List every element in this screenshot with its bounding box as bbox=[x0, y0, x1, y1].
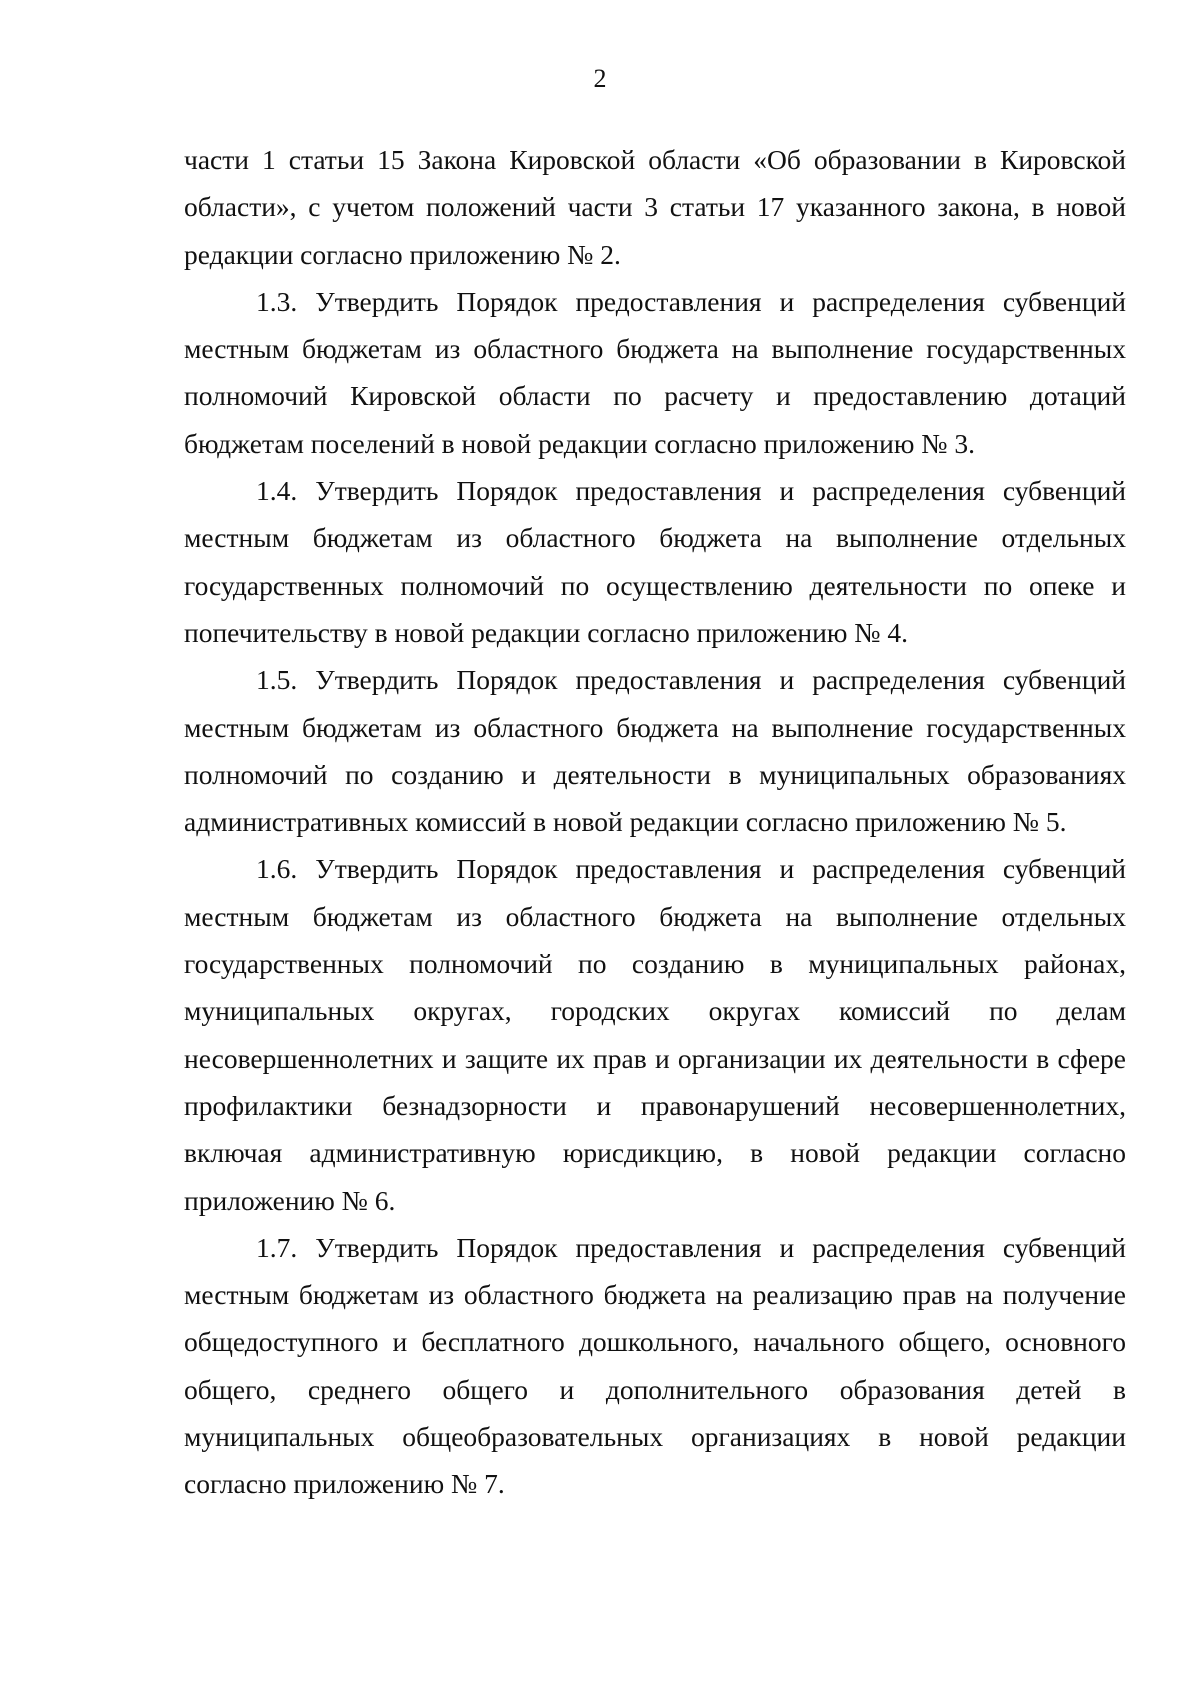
paragraph-1-3: 1.3. Утвердить Порядок предоставления и распределения субвенций местным бюджетам из областного бюджета на выполнение государственных полномочий Кировской области по расчету и предоставлению дотаций бюджетам поселений в новой редакции согласно приложению № 3. bbox=[184, 285, 1126, 459]
page-number: 2 bbox=[593, 64, 607, 93]
paragraph-continuation: части 1 статьи 15 Закона Кировской области «Об образовании в Кировской области», с учетом положений части 3 статьи 17 указанного закона, в новой редакции согласно приложению № 2. bbox=[184, 144, 1126, 270]
document-body bbox=[184, 136, 1126, 1508]
paragraph-1-7: 1.7. Утвердить Порядок предоставления и распределения субвенций местным бюджетам из областного бюджета на реализацию прав на получение общедоступного и бесплатного дошкольного, начального общего, основного общего, среднего общего и дополнительного образования детей в муниципальных общеобразовательных организациях в новой редакции согласно приложению № 7. bbox=[184, 1231, 1126, 1500]
paragraph-1-5: 1.5. Утвердить Порядок предоставления и распределения субвенций местным бюджетам из областного бюджета на выполнение государственных полномочий по созданию и деятельности в муниципальных образованиях административных комиссий в новой редакции согласно приложению № 5. bbox=[184, 664, 1126, 838]
paragraph-1-6: 1.6. Утвердить Порядок предоставления и распределения субвенций местным бюджетам из областного бюджета на выполнение отдельных государственных полномочий по созданию в муниципальных районах, муниципальных округах, городских округах комиссий по делам несовершеннолетних и защите их прав и организации их деятельности в сфере профилактики безнадзорности и правонарушений несовершеннолетних, включая административную юрисдикцию, в новой редакции согласно приложению № 6. bbox=[184, 853, 1126, 1216]
paragraph-1-4: 1.4. Утвердить Порядок предоставления и распределения субвенций местным бюджетам из областного бюджета на выполнение отдельных государственных полномочий по осуществлению деятельности по опеке и попечительству в новой редакции согласно приложению № 4. bbox=[184, 475, 1126, 648]
